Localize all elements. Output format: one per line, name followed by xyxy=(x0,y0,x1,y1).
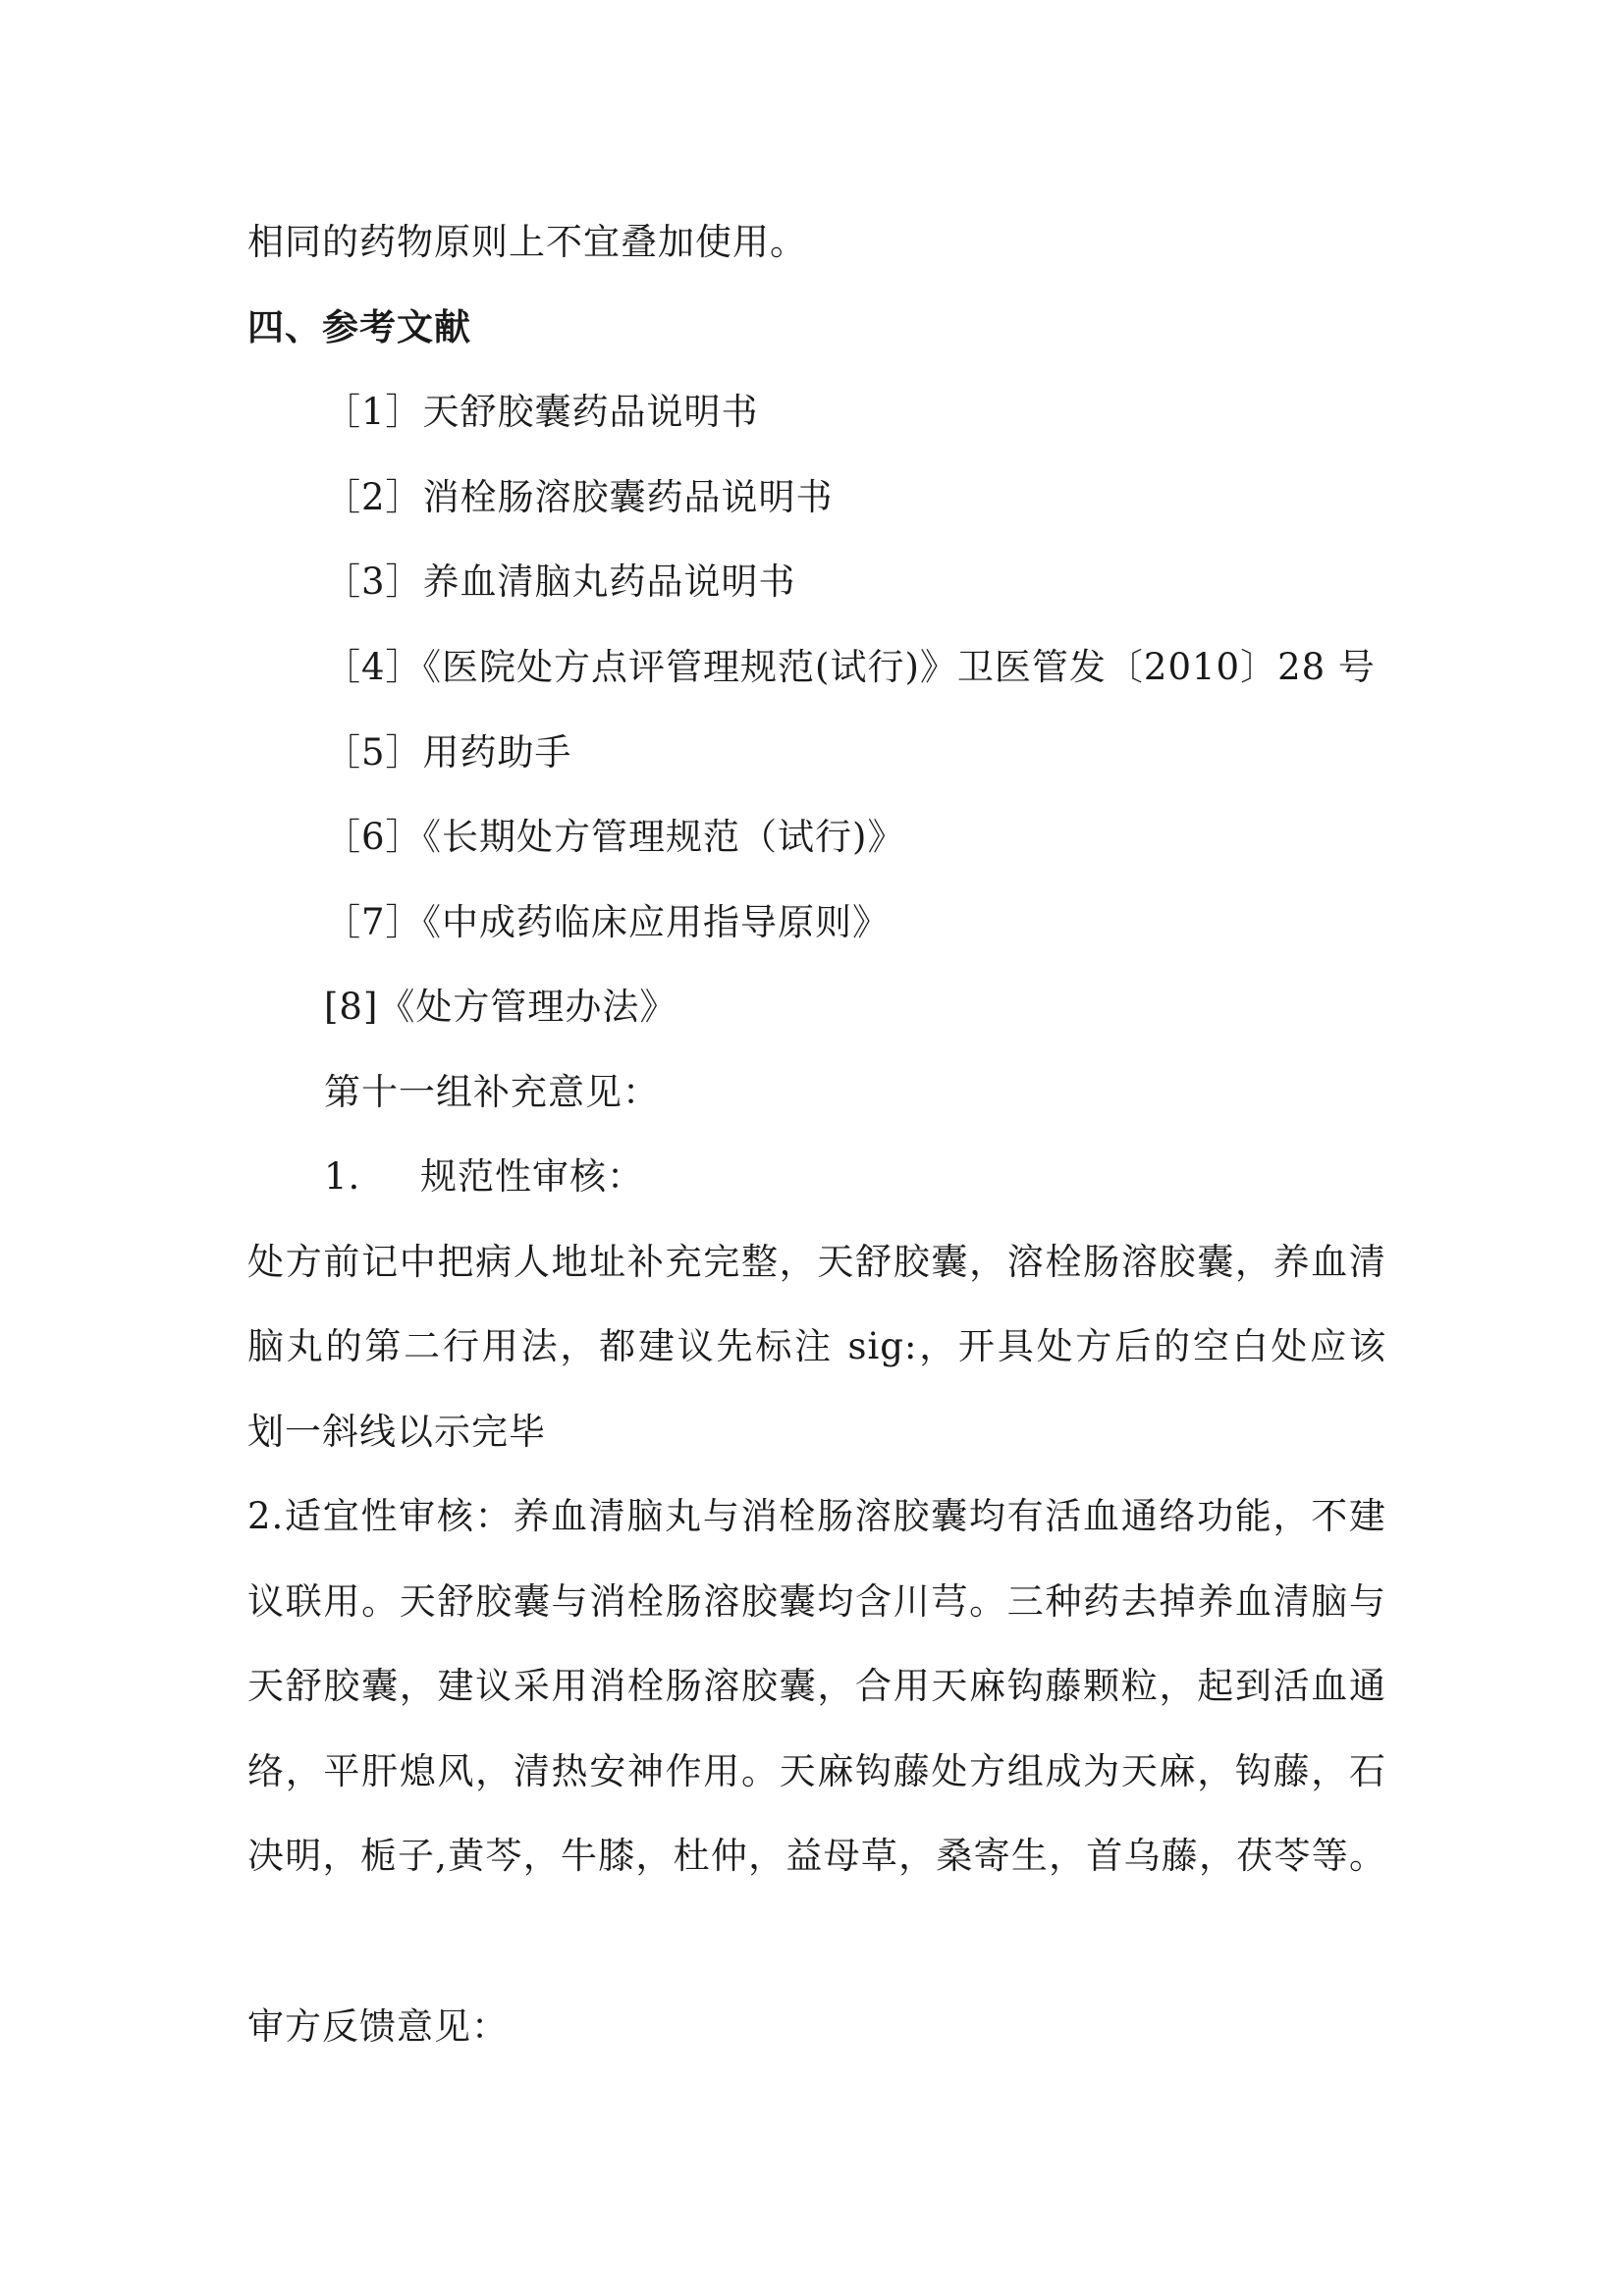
item1-line-2: 脑丸的第二行用法，都建议先标注 sig:，开具处方后的空白处应该 xyxy=(247,1325,1386,1367)
item1-title: 规范性审核： xyxy=(420,1155,644,1198)
reference-item-1: ［1］天舒胶囊药品说明书 xyxy=(324,391,759,433)
item2-line-5: 决明，栀子,黄芩，牛膝，杜仲，益母草，桑寄生，首乌藤，茯苓等。 xyxy=(247,1835,1386,1877)
reference-item-8: [8]《处方管理办法》 xyxy=(324,986,677,1028)
references-heading: 四、参考文献 xyxy=(247,306,471,348)
item1-line-1: 处方前记中把病人地址补充完整，天舒胶囊，溶栓肠溶胶囊，养血清 xyxy=(247,1241,1386,1283)
item2-line-4: 络，平肝熄风，清热安神作用。天麻钩藤处方组成为天麻，钩藤，石 xyxy=(247,1750,1386,1792)
continuation-line: 相同的药物原则上不宜叠加使用。 xyxy=(247,221,807,263)
item1-line-3: 划一斜线以示完毕 xyxy=(247,1411,546,1453)
item2-line-2: 议联用。天舒胶囊与消栓肠溶胶囊均含川芎。三种药去掉养血清脑与 xyxy=(247,1580,1386,1623)
feedback-title: 审方反馈意见： xyxy=(247,2005,509,2048)
item1-number: 1. xyxy=(324,1155,361,1198)
item2-line-3: 天舒胶囊，建议采用消栓肠溶胶囊，合用天麻钩藤颗粒，起到活血通 xyxy=(247,1665,1386,1707)
reference-item-2: ［2］消栓肠溶胶囊药品说明书 xyxy=(324,476,834,518)
group-opinion-title: 第十一组补充意见： xyxy=(324,1071,660,1113)
reference-item-3: ［3］养血清脑丸药品说明书 xyxy=(324,561,796,603)
item2-line-1: 2.适宜性审核：养血清脑丸与消栓肠溶胶囊均有活血通络功能，不建 xyxy=(247,1495,1386,1537)
reference-item-7: ［7］《中成药临床应用指导原则》 xyxy=(324,901,891,943)
reference-item-6: ［6］《长期处方管理规范（试行)》 xyxy=(324,816,905,858)
reference-item-5: ［5］用药助手 xyxy=(324,731,572,774)
reference-item-4: ［4］《医院处方点评管理规范(试行)》卫医管发〔2010〕28 号 xyxy=(324,646,1376,688)
